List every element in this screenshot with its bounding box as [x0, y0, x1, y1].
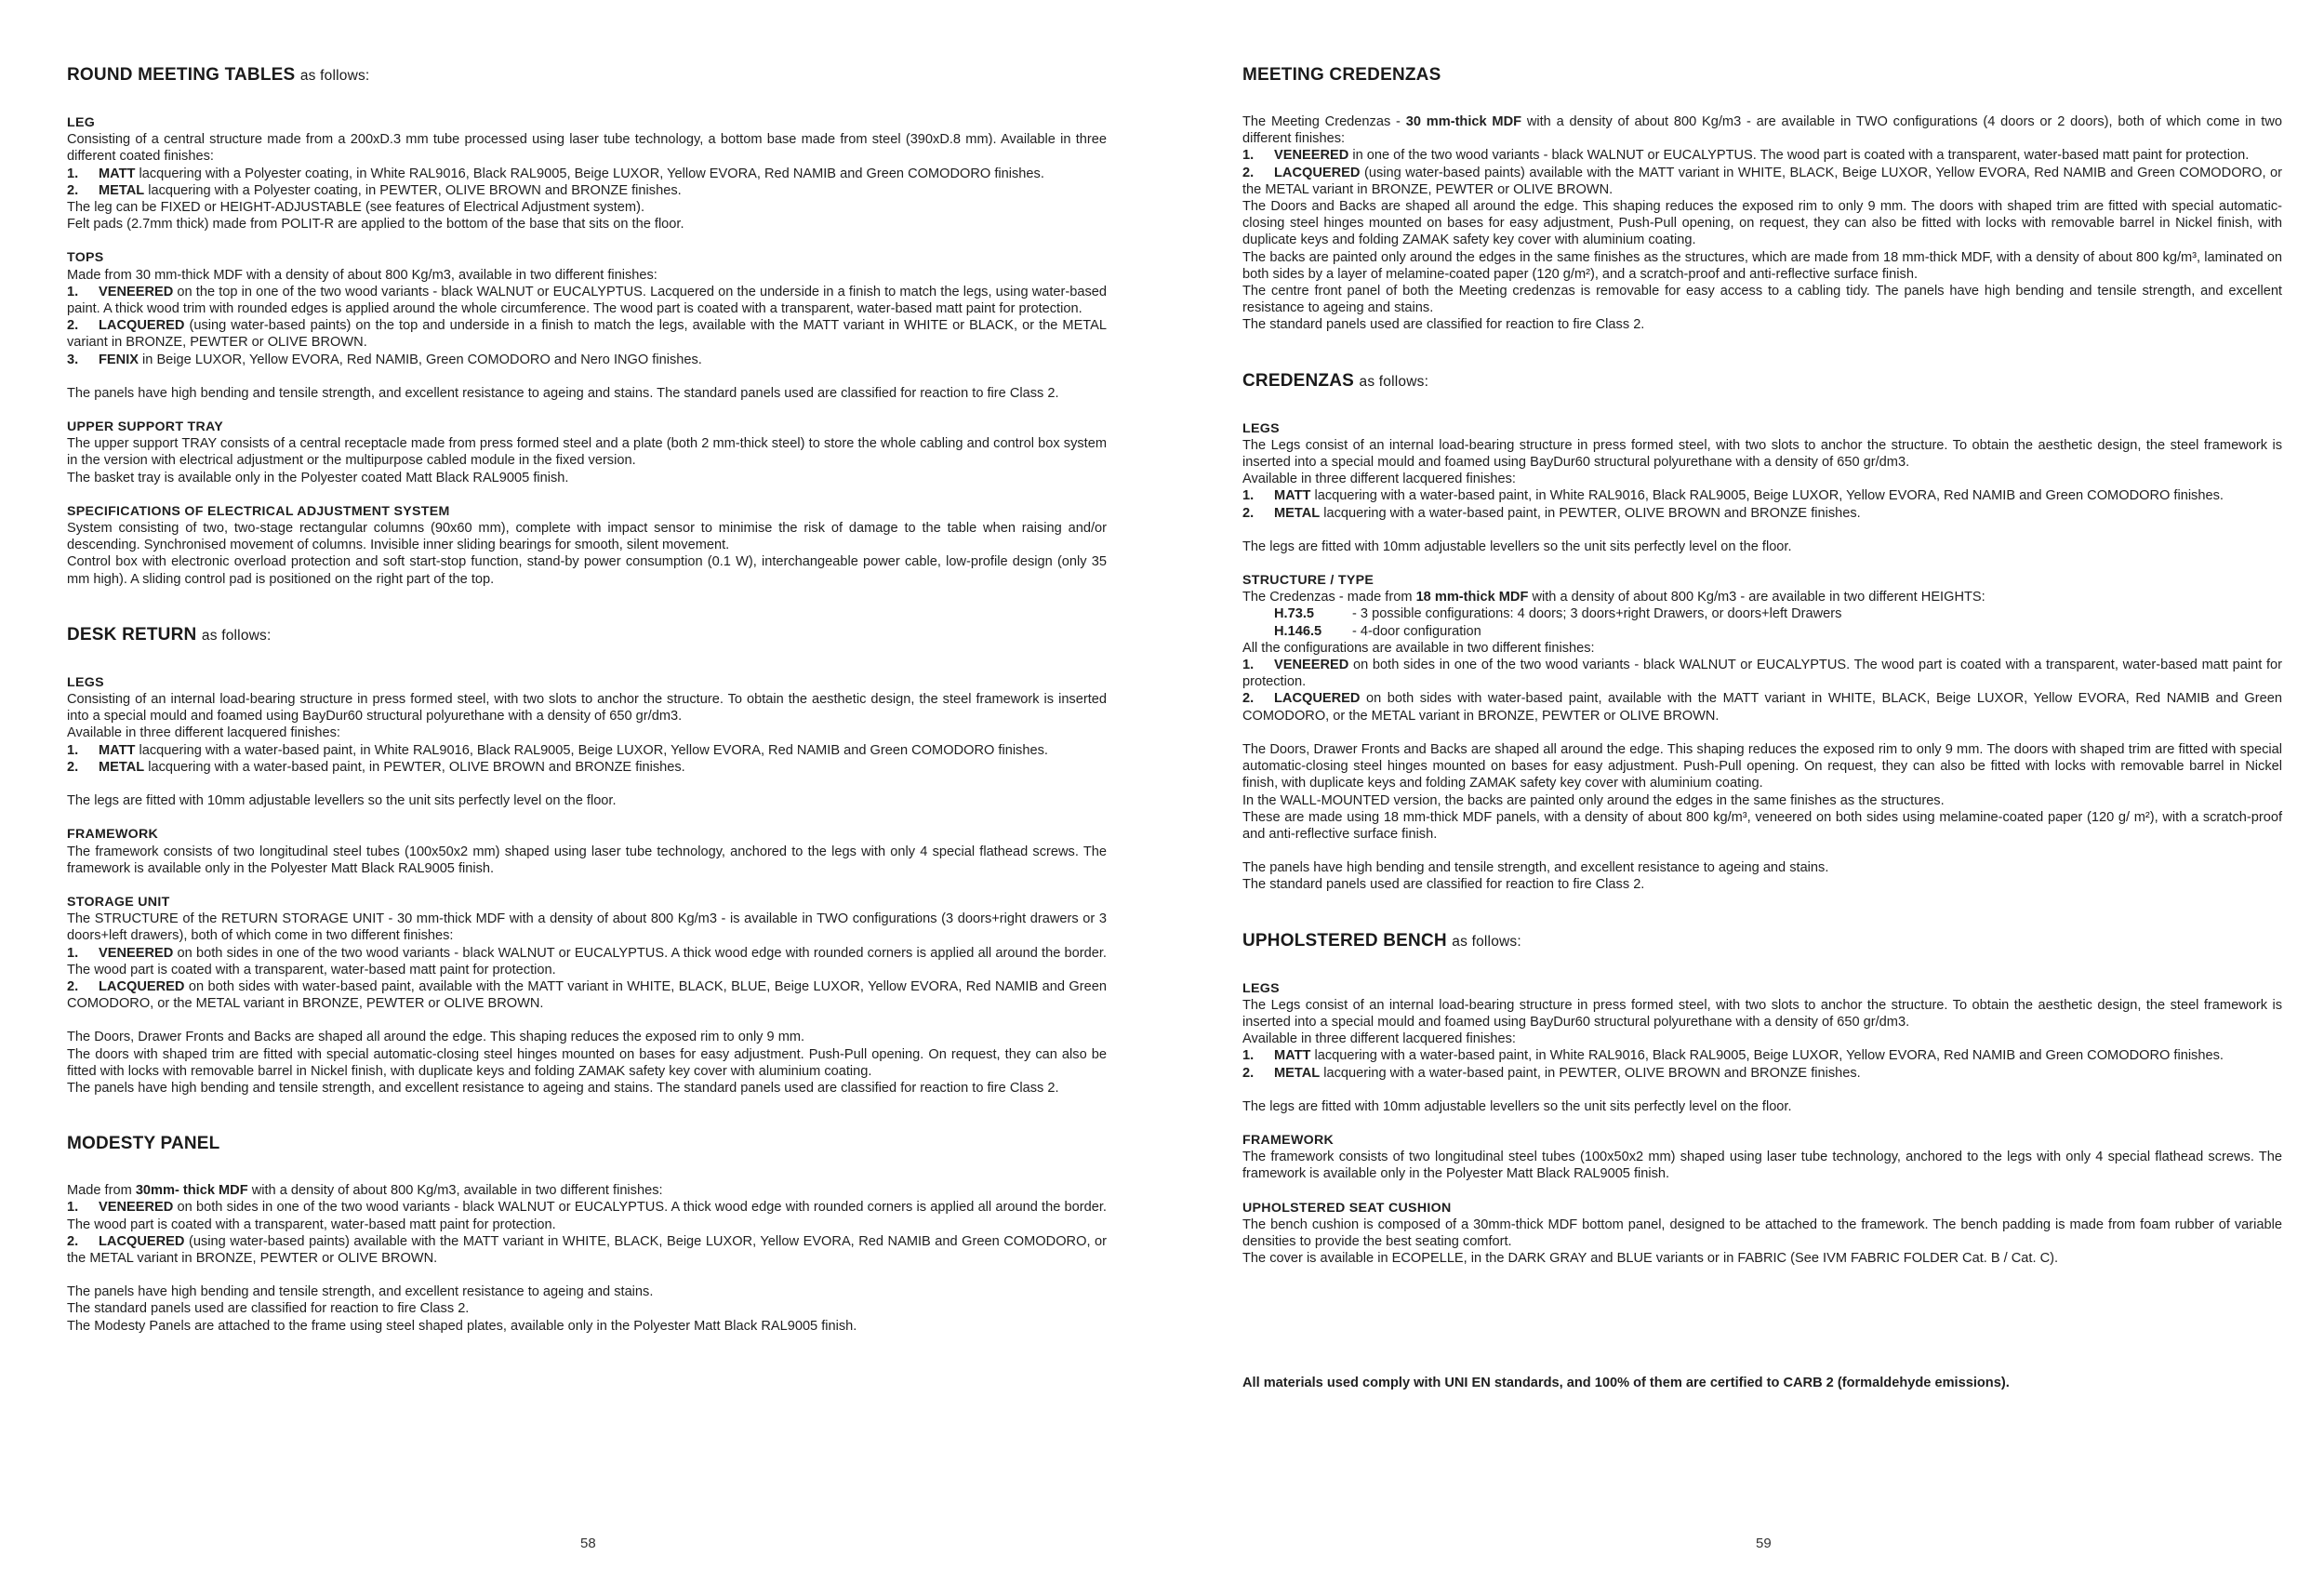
section-title-suffix: as follows: — [299, 68, 370, 84]
item-keyword: VENEERED — [99, 1200, 174, 1216]
item-number: 2. — [67, 182, 79, 198]
spacer — [67, 1012, 1107, 1029]
paragraph: Consisting of an internal load-bearing structure in press formed steel, with two slots to anchor the structure. To obtain the aesthetic design, the steel framework is inserted into a special mould and foamed using BayDur60 structural polyurethane with a density of 650 gr/dm3. — [67, 692, 1107, 725]
height-option — [1242, 605, 2282, 622]
item-number: 2. — [1242, 1065, 1255, 1081]
section-title-suffix: as follows: — [201, 627, 272, 644]
subheading: LEGS — [67, 674, 104, 690]
item-number: 1. — [67, 284, 79, 299]
section-upholstered-bench — [1242, 931, 2282, 1268]
item-text: in one of the two wood variants - black WALNUT or EUCALYPTUS. The wood part is coated with a transparent, water-based matt paint for protection. — [1348, 148, 2250, 164]
spacer — [1242, 1115, 2282, 1132]
paragraph: The Legs consist of an internal load-bearing structure in press formed steel, with two slots to anchor the structure. To obtain the aesthetic design, the steel framework is inserted into a special mould and foamed using BayDur60 structural polyurethane with a density of 650 gr/dm3. — [1242, 997, 2282, 1030]
numbered-item — [67, 284, 1107, 317]
paragraph: The Doors and Backs are shaped all around the edge. This shaping reduces the exposed rim to only 9 mm. The doors with shaped trim are fitted with special automatic-closing steel hinges mounted on bases for easy adjustment, Push-Pull opening, on request, they can also be fitted with locks with removable barrel in Nickel finish, with duplicate keys and folding ZAMAK safety key cover with aluminium coating. — [1242, 199, 2282, 248]
item-keyword: LACQUERED — [99, 1233, 185, 1249]
numbered-item — [1242, 487, 2282, 504]
right-page — [1242, 0, 2282, 1569]
item-text: on both sides in one of the two wood variants - black WALNUT or EUCALYPTUS. The wood part is coated with a transparent, water-based matt paint for protection. — [1242, 658, 2282, 690]
paragraph-emphasis: 30mm- thick MDF — [135, 1183, 248, 1199]
height-key: H.73.5 — [1274, 606, 1314, 622]
paragraph: These are made using 18 mm-thick MDF panels, with a density of about 800 kg/m³, veneered on both sides using melamine-coated paper (120 g/ m²), with a scratch-proof and anti-reflective surface finish. — [1242, 809, 2282, 842]
section-title — [67, 65, 1107, 86]
item-text: on both sides with water-based paint, available with the MATT variant in WHITE, BLACK, BLUE, Beige LUXOR, Yellow EVORA, Red NAMIB and Green COMODORO, or the METAL variant in BRONZE, PEWTER or OLIVE BROWN. — [67, 978, 1107, 1012]
paragraph: Made from 30 mm-thick MDF with a density of about 800 Kg/m3, available in two different finishes: — [67, 267, 657, 283]
spacer — [1242, 1183, 2282, 1200]
paragraph: The panels have high bending and tensile strength, and excellent resistance to ageing and stains. The standard panels used are classified for reaction to fire Class 2. — [67, 385, 1059, 401]
subheading: TOPS — [67, 250, 104, 266]
paragraph: Available in three different lacquered finishes: — [67, 725, 340, 741]
paragraph: The Legs consist of an internal load-bearing structure in press formed steel, with two slots to anchor the structure. To obtain the aesthetic design, the steel framework is inserted into a special mould and foamed using BayDur60 structural polyurethane with a density of 650 gr/dm3. — [1242, 437, 2282, 471]
item-number: 3. — [67, 352, 79, 367]
spacer — [67, 368, 1107, 385]
item-text: (using water-based paints) on the top and underside in a finish to match the legs, available with the MATT variant in WHITE or BLACK, or the METAL variant in BRONZE, PEWTER or OLIVE BROWN. — [67, 318, 1107, 351]
left-page — [67, 0, 1107, 1569]
section-title-text: DESK RETURN — [67, 624, 197, 645]
subheading: SPECIFICATIONS OF ELECTRICAL ADJUSTMENT SYSTEM — [67, 503, 450, 519]
spacer — [1242, 725, 2282, 741]
section-title — [67, 1134, 1107, 1154]
spacer — [67, 1267, 1107, 1283]
item-text: lacquering with a Polyester coating, in PEWTER, OLIVE BROWN and BRONZE finishes. — [144, 182, 682, 198]
item-text: on both sides in one of the two wood variants - black WALNUT or EUCALYPTUS. A thick wood edge with rounded corners is applied all around the border. The wood part is coated with a transparent, water-based matt paint for protection. — [67, 1200, 1107, 1232]
paragraph: The Modesty Panels are attached to the frame using steel shaped plates, available only in the Polyester Matt Black RAL9005 finish. — [67, 1318, 857, 1334]
numbered-item — [67, 1233, 1107, 1267]
item-text: in Beige LUXOR, Yellow EVORA, Red NAMIB, Green COMODORO and Nero INGO finishes. — [138, 352, 702, 367]
item-keyword: LACQUERED — [99, 978, 185, 994]
item-text: (using water-based paints) available with the MATT variant in WHITE, BLACK, Beige LUXOR, Yellow EVORA, Red NAMIB and Green COMODORO, or the METAL variant in BRONZE, PEWTER or OLIVE BROWN. — [67, 1233, 1107, 1266]
item-keyword: VENEERED — [1274, 148, 1349, 164]
item-keyword: MATT — [99, 742, 136, 758]
paragraph: The panels have high bending and tensile strength, and excellent resistance to ageing and stains. — [67, 1284, 654, 1300]
spacer — [67, 402, 1107, 419]
paragraph-emphasis: 30 mm-thick MDF — [1405, 114, 1522, 129]
item-keyword: MATT — [1274, 1048, 1311, 1064]
item-number: 2. — [1242, 505, 1255, 521]
paragraph: Available in three different lacquered finishes: — [1242, 472, 1516, 487]
section-title — [1242, 65, 2282, 86]
item-number: 2. — [1242, 691, 1255, 707]
paragraph: The standard panels used are classified for reaction to fire Class 2. — [67, 1301, 470, 1317]
item-keyword: VENEERED — [99, 945, 174, 961]
item-number: 1. — [1242, 658, 1255, 673]
numbered-item — [67, 317, 1107, 351]
paragraph: In the WALL-MOUNTED version, the backs are painted only around the edges in the same finishes as the structures. — [1242, 792, 1945, 808]
section-title-text: CREDENZAS — [1242, 370, 1355, 391]
item-text: lacquering with a water-based paint, in White RAL9016, Black RAL9005, Beige LUXOR, Yellow EVORA, Red NAMIB and Green COMODORO finishes. — [135, 742, 1048, 758]
item-text: on both sides in one of the two wood variants - black WALNUT or EUCALYPTUS. A thick wood edge with rounded corners is applied all around the border. The wood part is coated with a transparent, water-based matt paint for protection. — [67, 945, 1107, 977]
height-option — [1242, 623, 2282, 640]
section-title-text: MODESTY PANEL — [67, 1134, 220, 1154]
item-number: 1. — [67, 742, 79, 758]
paragraph: The basket tray is available only in the Polyester coated Matt Black RAL9005 finish. — [67, 470, 569, 485]
paragraph: The panels have high bending and tensile strength, and excellent resistance to ageing and stains. The standard panels used are classified for reaction to fire Class 2. — [67, 1080, 1059, 1096]
numbered-item — [67, 352, 1107, 368]
paragraph: The bench cushion is composed of a 30mm-thick MDF bottom panel, designed to be attached to the framework. The bench padding is made from foam rubber of variable densities to provide the best seating comfort. — [1242, 1217, 2282, 1249]
item-keyword: LACQUERED — [1274, 165, 1361, 180]
numbered-item — [67, 742, 1107, 759]
spacer — [67, 877, 1107, 894]
item-keyword: METAL — [99, 759, 145, 775]
item-keyword: MATT — [1274, 488, 1311, 504]
section-title-text: MEETING CREDENZAS — [1242, 65, 1441, 85]
paragraph-lead: The Meeting Credenzas - — [1242, 114, 1406, 129]
subheading: LEG — [67, 115, 96, 130]
paragraph: The leg can be FIXED or HEIGHT-ADJUSTABLE (see features of Electrical Adjustment system). — [67, 200, 644, 216]
section-title-text: UPHOLSTERED BENCH — [1242, 930, 1447, 951]
paragraph: The legs are fitted with 10mm adjustable levellers so the unit sits perfectly level on the floor. — [1242, 539, 1792, 554]
paragraph: Control box with electronic overload protection and soft start-stop function, stand-by power consumption (0.1 W), interchangeable power cable, low-profile design (only 35 mm high). A sliding control pad is positioned on the right part of the top. — [67, 554, 1107, 587]
numbered-item — [1242, 505, 2282, 522]
item-keyword: MATT — [99, 166, 136, 181]
spacer — [1242, 555, 2282, 572]
paragraph: The backs are painted only around the edges in the same finishes as the structures, which are made from 18 mm-thick MDF, with a density of about 800 kg/m³, laminated on both sides by a layer of melamine-coated paper (120 g/m²), and a scratch-proof and anti-reflective surface finish. — [1242, 249, 2282, 282]
numbered-item — [67, 759, 1107, 776]
paragraph: The centre front panel of both the Meeting credenzas is removable for easy access to a cabling tidy. The panels have high bending and tensile strength, and excellent resistance to ageing and stains. — [1242, 284, 2282, 316]
numbered-item — [1242, 1047, 2282, 1064]
spacer — [1242, 1082, 2282, 1098]
item-keyword: METAL — [1274, 1065, 1321, 1081]
numbered-item — [67, 945, 1107, 978]
spacer — [1242, 843, 2282, 859]
section-title-suffix: as follows: — [1359, 373, 1429, 390]
section-title-text: ROUND MEETING TABLES — [67, 65, 296, 85]
paragraph: All the configurations are available in two different finishes: — [1242, 640, 1595, 656]
spacer — [67, 233, 1107, 249]
item-keyword: VENEERED — [1274, 658, 1349, 673]
item-number: 2. — [1242, 165, 1255, 180]
paragraph: The framework consists of two longitudinal steel tubes (100x50x2 mm) shaped using laser tube technology, anchored to the legs with only 4 special flathead screws. The framework is available only in the Polyester Matt Black RAL9005 finish. — [67, 844, 1107, 876]
item-keyword: FENIX — [99, 352, 139, 367]
paragraph: The upper support TRAY consists of a central receptacle made from press formed steel and a plate (both 2 mm-thick steel) to store the whole cabling and control box system in the version with electrical adjustment or the multipurpose cabled module in the fixed version. — [67, 436, 1107, 469]
paragraph — [1242, 113, 2282, 147]
paragraph: Available in three different lacquered finishes: — [1242, 1031, 1516, 1047]
item-text: lacquering with a water-based paint, in PEWTER, OLIVE BROWN and BRONZE finishes. — [144, 759, 685, 775]
section-title — [67, 625, 1107, 646]
paragraph-rest: with a density of about 800 Kg/m3 - are available in two different HEIGHTS: — [1528, 590, 1985, 605]
paragraph: The panels have high bending and tensile strength, and excellent resistance to ageing and stains. — [1242, 860, 1829, 876]
section-modesty-panel — [67, 1134, 1107, 1335]
item-number: 1. — [1242, 488, 1255, 504]
numbered-item — [1242, 657, 2282, 690]
item-number: 1. — [67, 166, 79, 181]
item-number: 1. — [67, 945, 79, 961]
paragraph-lead: The Credenzas - made from — [1242, 590, 1416, 605]
subheading: FRAMEWORK — [67, 827, 159, 843]
subheading: LEGS — [1242, 980, 1280, 996]
numbered-item — [1242, 1065, 2282, 1082]
item-number: 2. — [67, 759, 79, 775]
subheading: LEGS — [1242, 420, 1280, 436]
height-text: - 4-door configuration — [1352, 623, 1481, 639]
item-number: 2. — [67, 978, 79, 994]
paragraph: The legs are fitted with 10mm adjustable levellers so the unit sits perfectly level on the floor. — [67, 793, 617, 809]
section-credenzas — [1242, 371, 2282, 894]
paragraph: The standard panels used are classified for reaction to fire Class 2. — [1242, 317, 1645, 333]
subheading: UPHOLSTERED SEAT CUSHION — [1242, 1200, 1452, 1216]
paragraph — [1242, 589, 2282, 605]
subheading: UPPER SUPPORT TRAY — [67, 419, 224, 435]
paragraph-rest: with a density of about 800 Kg/m3 - are available in TWO configurations (4 doors or 2 doors), both of which come in two different finishes: — [1242, 114, 2282, 147]
subheading: FRAMEWORK — [1242, 1132, 1335, 1148]
paragraph: The standard panels used are classified for reaction to fire Class 2. — [1242, 877, 1645, 893]
item-number: 2. — [67, 1233, 79, 1249]
compliance-note: All materials used comply with UNI EN standards, and 100% of them are certified to CARB 2 (formaldehyde emissions). — [1242, 1376, 2010, 1390]
numbered-item — [1242, 165, 2282, 198]
numbered-item — [67, 182, 1107, 199]
numbered-item — [67, 978, 1107, 1012]
paragraph — [67, 1182, 1107, 1199]
paragraph: The Doors, Drawer Fronts and Backs are shaped all around the edge. This shaping reduces the exposed rim to only 9 mm. — [67, 1030, 805, 1045]
paragraph: Consisting of a central structure made from a 200xD.3 mm tube processed using laser tube technology, a bottom base made from steel (390xD.8 mm). Available in three different coated finishes: — [67, 132, 1107, 165]
item-number: 2. — [67, 318, 79, 334]
item-text: lacquering with a water-based paint, in White RAL9016, Black RAL9005, Beige LUXOR, Yellow EVORA, Red NAMIB and Green COMODORO finishes. — [1310, 488, 2224, 504]
paragraph: System consisting of two, two-stage rectangular columns (90x60 mm), complete with impact sensor to minimise the risk of damage to the table when raising and/or descending. Synchronised movement of columns. Invisible inner sliding bearings for smooth, silent movement. — [67, 521, 1107, 553]
subheading: STORAGE UNIT — [67, 894, 170, 910]
spacer — [67, 486, 1107, 503]
page-number-left: 58 — [580, 1536, 596, 1551]
item-number: 1. — [1242, 148, 1255, 164]
numbered-item — [1242, 147, 2282, 164]
item-keyword: METAL — [99, 182, 145, 198]
paragraph: Felt pads (2.7mm thick) made from POLIT-R are applied to the bottom of the base that sits on the floor. — [67, 217, 684, 233]
page-number-right: 59 — [1756, 1536, 1772, 1551]
height-text: - 3 possible configurations: 4 doors; 3 doors+right Drawers, or doors+left Drawers — [1352, 606, 1842, 622]
item-keyword: LACQUERED — [99, 318, 185, 334]
numbered-item — [1242, 690, 2282, 724]
numbered-item — [67, 1199, 1107, 1232]
spacer — [67, 809, 1107, 826]
paragraph-lead: Made from — [67, 1183, 136, 1199]
paragraph: The cover is available in ECOPELLE, in the DARK GRAY and BLUE variants or in FABRIC (See IVM FABRIC FOLDER Cat. B / Cat. C). — [1242, 1251, 2059, 1267]
paragraph: The framework consists of two longitudinal steel tubes (100x50x2 mm) shaped using laser tube technology, anchored to the legs with only 4 special flathead screws. The framework is available only in the Polyester Matt Black RAL9005 finish. — [1242, 1150, 2282, 1182]
paragraph-rest: with a density of about 800 Kg/m3, available in two different finishes: — [247, 1183, 663, 1199]
right-page-content — [1242, 65, 2282, 1267]
item-number: 1. — [1242, 1048, 1255, 1064]
paragraph: The doors with shaped trim are fitted with special automatic-closing steel hinges mounted on bases for easy adjustment. Push-Pull opening. On request, they can also be fitted with locks with removable barrel in Nickel finish, with duplicate keys and folding ZAMAK safety key cover with aluminium coating. — [67, 1046, 1107, 1079]
item-text: (using water-based paints) available with the MATT variant in WHITE, BLACK, Beige LUXOR, Yellow EVORA, Red NAMIB and Green COMODORO, or the METAL variant in BRONZE, PEWTER or OLIVE BROWN. — [1242, 165, 2282, 197]
height-key: H.146.5 — [1274, 623, 1322, 639]
section-round-meeting-tables — [67, 65, 1107, 588]
item-text: lacquering with a water-based paint, in PEWTER, OLIVE BROWN and BRONZE finishes. — [1320, 1065, 1861, 1081]
paragraph: The legs are fitted with 10mm adjustable levellers so the unit sits perfectly level on the floor. — [1242, 1098, 1792, 1114]
section-desk-return — [67, 625, 1107, 1097]
spacer — [1242, 522, 2282, 539]
item-number: 1. — [67, 1200, 79, 1216]
item-keyword: METAL — [1274, 505, 1321, 521]
numbered-item — [67, 166, 1107, 182]
item-text: on both sides with water-based paint, available with the MATT variant in WHITE, BLACK, Beige LUXOR, Yellow EVORA, Red NAMIB and Green COMODORO, or the METAL variant in BRONZE, PEWTER or OLIVE BROWN. — [1242, 691, 2282, 724]
item-keyword: VENEERED — [99, 284, 174, 299]
item-text: lacquering with a water-based paint, in White RAL9016, Black RAL9005, Beige LUXOR, Yellow EVORA, Red NAMIB and Green COMODORO finishes. — [1310, 1048, 2224, 1064]
item-text: lacquering with a water-based paint, in PEWTER, OLIVE BROWN and BRONZE finishes. — [1320, 505, 1861, 521]
item-keyword: LACQUERED — [1274, 691, 1361, 707]
item-text: on the top in one of the two wood variants - black WALNUT or EUCALYPTUS. Lacquered on the underside in a finish to match the legs, using water-based paint. A thick wood trim with rounded edges is applied around the whole circumference. The wood part is coated with a transparent, water-based matt paint for protection. — [67, 284, 1107, 317]
paragraph-emphasis: 18 mm-thick MDF — [1415, 590, 1529, 605]
spacer — [67, 776, 1107, 792]
section-title-suffix: as follows: — [1452, 933, 1521, 950]
left-page-content — [67, 65, 1107, 1335]
section-title — [1242, 931, 2282, 952]
subheading: STRUCTURE / TYPE — [1242, 573, 1374, 589]
section-title — [1242, 371, 2282, 392]
item-text: lacquering with a Polyester coating, in White RAL9016, Black RAL9005, Beige LUXOR, Yellow EVORA, Red NAMIB and Green COMODORO finishes. — [135, 166, 1044, 181]
paragraph: The Doors, Drawer Fronts and Backs are shaped all around the edge. This shaping reduces the exposed rim to only 9 mm. The doors with shaped trim are fitted with special automatic-closing steel hinges mounted on bases for easy adjustment. Push-Pull opening. On request, they can also be fitted with locks with removable barrel in Nickel finish, with duplicate keys and folding ZAMAK safety key cover with aluminium coating. — [1242, 741, 2282, 791]
section-meeting-credenzas — [1242, 65, 2282, 334]
paragraph: The STRUCTURE of the RETURN STORAGE UNIT - 30 mm-thick MDF with a density of about 800 Kg/m3 - is available in TWO configurations (3 doors+right drawers or 3 doors+left drawers), both of which come in two different finishes: — [67, 911, 1107, 944]
